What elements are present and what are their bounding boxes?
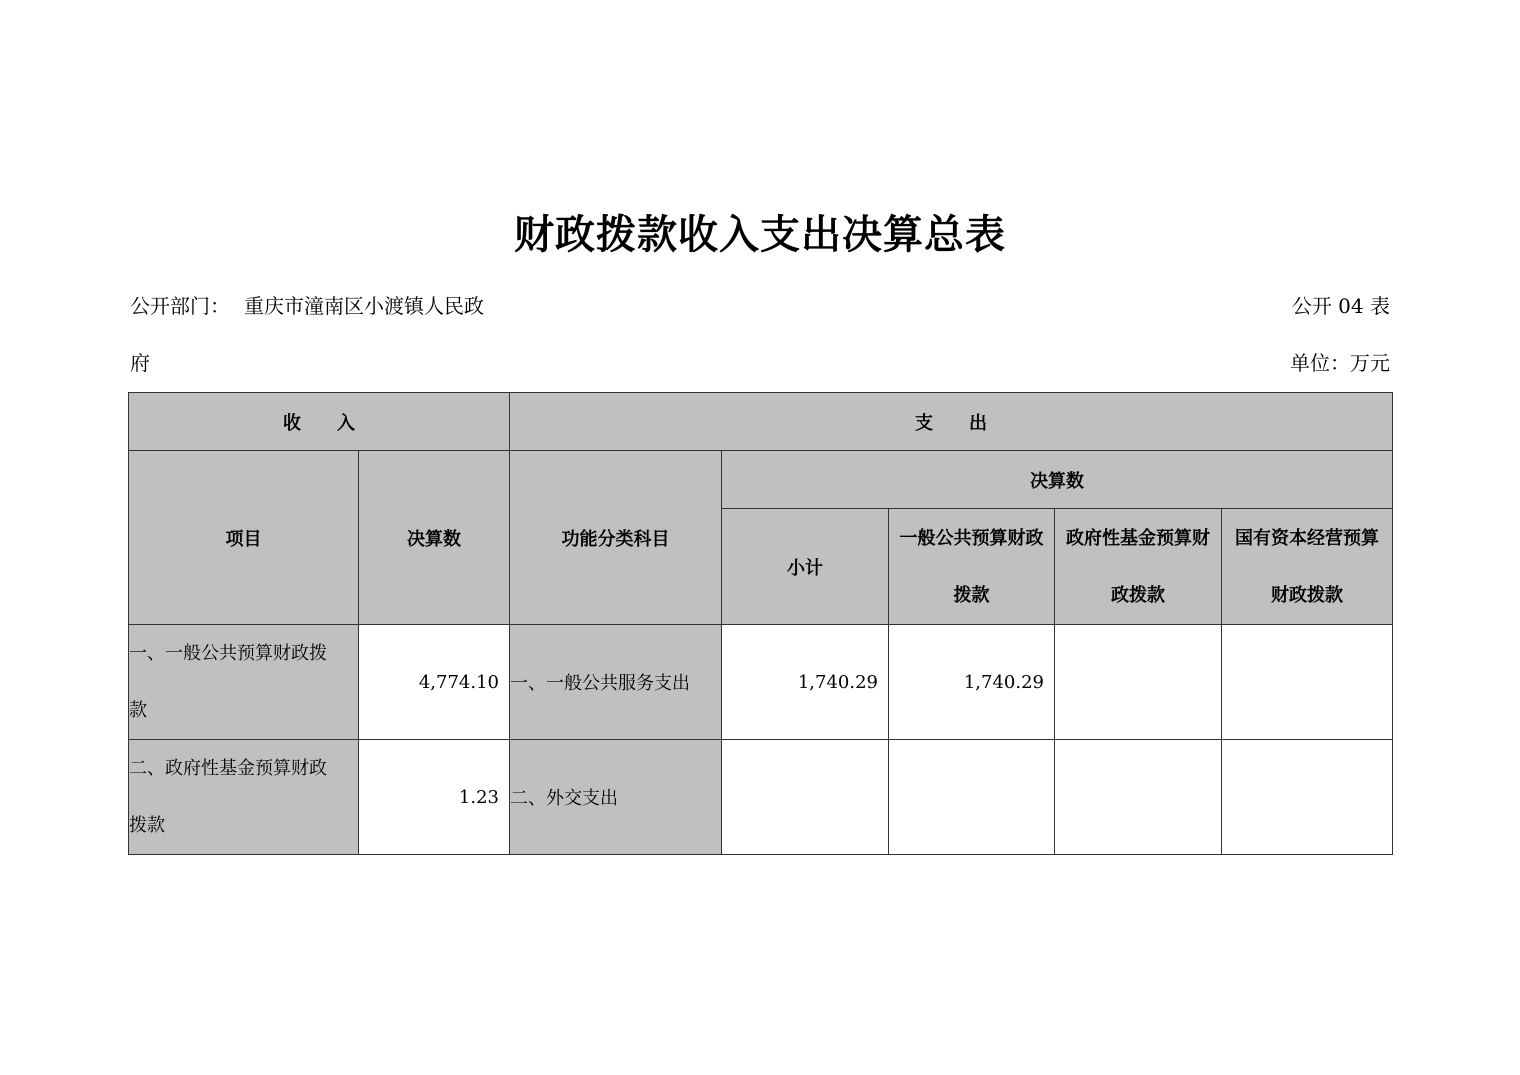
row-state-capital [1222,625,1393,740]
appropriation-table [128,392,1393,855]
department-name-line2: 府 [130,351,150,375]
state-capital-line1: 国有资本经营预算 [1235,527,1380,549]
state-capital-line2: 财政拨款 [1271,584,1344,606]
row-item-line1: 二、政府性基金预算财政 [129,758,327,779]
col-header-item: 项目 [129,451,359,625]
unit-label: 单位：万元 [1290,351,1390,375]
row-government-fund [1055,625,1222,740]
row-item [129,625,359,740]
row-general-budget [889,740,1055,855]
income-header: 收 入 [129,393,510,451]
row-government-fund [1055,740,1222,855]
row-item-line2: 款 [129,700,147,721]
table-number: 公开 04 表 [1291,294,1390,318]
department-label: 公开部门： [130,294,230,318]
table-row [129,625,1393,740]
row-item [129,740,359,855]
row-general-budget: 1,740.29 [889,625,1055,740]
row-item-line1: 一、一般公共预算财政拨 [129,643,327,664]
department-info [130,292,550,377]
col-header-government-fund [1055,509,1222,625]
row-function: 二、外交支出 [510,740,722,855]
col-header-final-amount: 决算数 [722,451,1393,509]
row-subtotal: 1,740.29 [722,625,889,740]
row-amount: 4,774.10 [359,625,510,740]
col-header-state-capital [1222,509,1393,625]
col-header-subtotal: 小计 [722,509,889,625]
government-fund-line2: 政拨款 [1111,584,1165,606]
row-amount: 1.23 [359,740,510,855]
page-title: 财政拨款收入支出决算总表 [514,211,1006,258]
government-fund-line1: 政府性基金预算财 [1066,527,1210,549]
expense-header: 支 出 [510,393,1393,451]
col-header-general-budget [889,509,1055,625]
row-item-line2: 拨款 [129,815,165,836]
row-state-capital [1222,740,1393,855]
col-header-function: 功能分类科目 [510,451,722,625]
general-budget-line1: 一般公共预算财政 [899,527,1044,549]
department-name-line1: 重庆市潼南区小渡镇人民政 [244,294,484,318]
table-row [129,740,1393,855]
general-budget-line2: 拨款 [953,584,990,606]
row-function: 一、一般公共服务支出 [510,625,722,740]
col-header-amount: 决算数 [359,451,510,625]
row-subtotal [722,740,889,855]
